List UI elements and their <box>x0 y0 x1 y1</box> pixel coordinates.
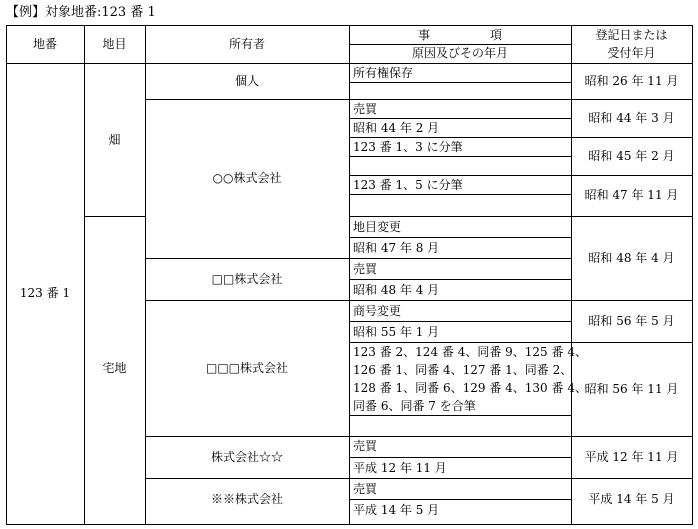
item-text: 128 番 1、同番 6、129 番 4、130 番 4、 <box>353 381 587 395</box>
date-cell: 昭和 48 年 4 月 <box>588 251 675 265</box>
item-line <box>349 279 571 280</box>
chiban-value: 123 番 1 <box>19 286 71 300</box>
header-cause: 原因及びその年月 <box>411 46 508 60</box>
date-cell: 昭和 44 年 3 月 <box>588 111 675 125</box>
item-text: 平成 12 年 11 月 <box>353 461 447 475</box>
date-cell: 昭和 45 年 2 月 <box>588 149 675 163</box>
owner-cell: 株式会社☆☆ <box>210 450 283 464</box>
date-cell: 平成 14 年 5 月 <box>588 492 675 506</box>
table-border-right <box>692 25 693 525</box>
item-line <box>349 457 571 458</box>
item-text: 123 番 2、124 番 4、同番 9、125 番 4、 <box>353 345 587 359</box>
item-line <box>349 499 571 500</box>
row-divider-owner-4 <box>145 436 692 437</box>
row-divider-owner-3 <box>145 300 571 301</box>
item-text: 売買 <box>353 482 378 496</box>
item-text: 昭和 48 年 4 月 <box>353 283 440 297</box>
header-date-line1: 登記日または <box>595 28 668 42</box>
row-divider-owner-5 <box>145 478 692 479</box>
date-cell: 昭和 26 年 11 月 <box>584 74 679 88</box>
date-line <box>571 300 692 301</box>
header-owner: 所有者 <box>228 37 265 51</box>
item-text: 売買 <box>353 262 378 276</box>
item-text: 売買 <box>353 102 378 116</box>
owner-cell: ※※株式会社 <box>210 492 283 506</box>
row-divider-owner-2 <box>145 258 349 259</box>
example-title: 【例】対象地番:123 番 1 <box>6 5 156 20</box>
owner-cell: 個人 <box>234 74 259 88</box>
item-text: 昭和 44 年 2 月 <box>353 121 440 135</box>
item-line <box>349 216 692 217</box>
item-text: 123 番 1、5 に分筆 <box>353 178 463 192</box>
item-text: 昭和 47 年 8 月 <box>353 241 440 255</box>
date-line <box>571 99 692 100</box>
owner-cell: ○○株式会社 <box>212 171 282 185</box>
header-chiban: 地番 <box>32 37 57 51</box>
item-text: 昭和 55 年 1 月 <box>353 325 440 339</box>
owner-cell: □□株式会社 <box>211 272 283 286</box>
date-line <box>571 175 692 176</box>
chimoku-field: 畑 <box>108 133 121 147</box>
owner-cell: □□□株式会社 <box>205 361 288 375</box>
date-cell: 昭和 56 年 11 月 <box>584 382 679 396</box>
chimoku-residential: 宅地 <box>102 361 127 375</box>
date-cell: 昭和 47 年 11 月 <box>584 188 679 202</box>
item-text: 所有権保存 <box>353 66 414 80</box>
item-text: 売買 <box>353 439 378 453</box>
col-divider-1 <box>84 25 85 525</box>
item-text: 平成 14 年 5 月 <box>353 503 440 517</box>
chimoku-divider <box>84 216 145 217</box>
table-border-left <box>6 25 7 525</box>
item-text: 同番 6、同番 7 を合筆 <box>353 399 476 413</box>
header-divider <box>349 44 571 45</box>
date-cell: 平成 12 年 11 月 <box>584 450 679 464</box>
header-date-line2: 受付年月 <box>607 46 656 60</box>
date-cell: 昭和 56 年 5 月 <box>588 314 675 328</box>
item-line <box>349 321 571 322</box>
item-text: 地目変更 <box>353 220 402 234</box>
item-text: 123 番 1、3 に分筆 <box>353 140 463 154</box>
date-line <box>571 137 692 138</box>
item-text: 商号変更 <box>353 304 402 318</box>
header-chimoku: 地目 <box>102 37 127 51</box>
item-line <box>349 258 571 259</box>
item-text: 126 番 1、同番 4、127 番 1、同番 2、 <box>353 363 573 377</box>
header-jiko: 事 項 <box>417 28 502 42</box>
item-line <box>349 237 571 238</box>
col-divider-3 <box>349 25 350 525</box>
